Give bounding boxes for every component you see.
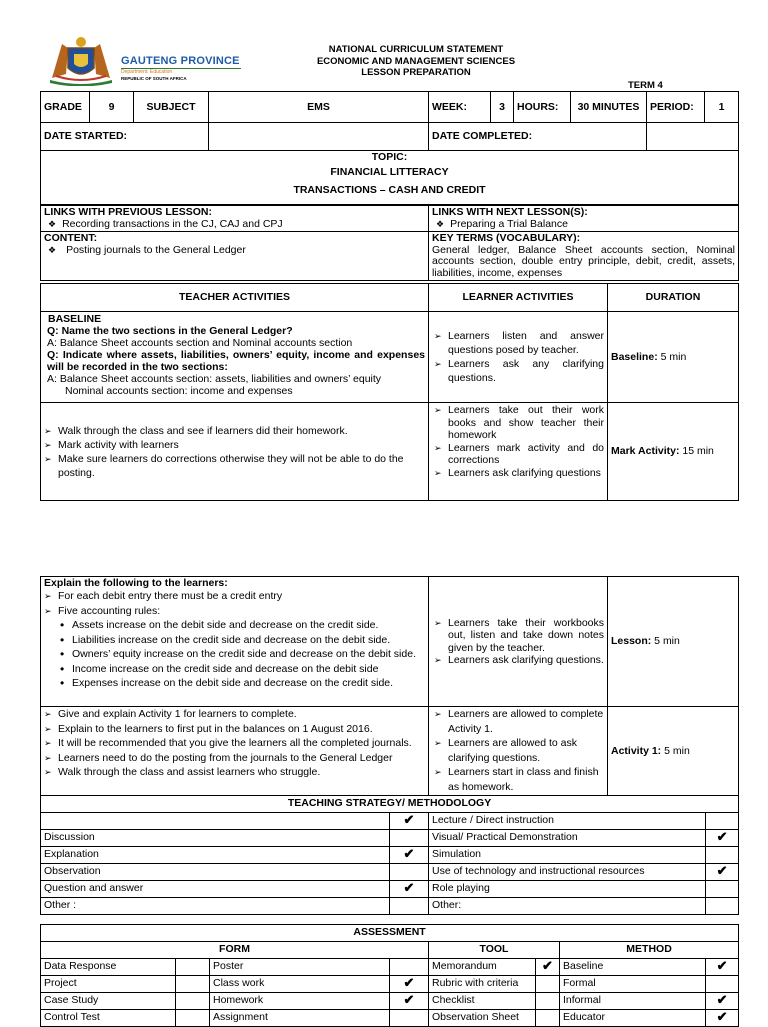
hours-label: HOURS: (514, 92, 571, 123)
list-item: • Income increase on the credit side and decrease on the debit side (60, 662, 425, 677)
table-row (41, 898, 739, 915)
list-item: ➢ It will be recommended that you give the learners all the completed journals. (44, 736, 425, 751)
baseline-title: BASELINE (48, 313, 102, 325)
method-cell: Informal (560, 993, 706, 1010)
subject-label: SUBJECT (134, 92, 209, 123)
table-row (41, 864, 739, 881)
strategy-right: Role playing (429, 881, 706, 898)
baseline-answer-2b: Nominal accounts section: income and expenses (65, 385, 293, 397)
links-table (40, 205, 739, 281)
date-started-field[interactable] (209, 123, 429, 151)
form-cell: Data Response (41, 959, 176, 976)
baseline-answer-2a: A: Balance Sheet accounts section: assets, liabilities and owners’ equity (47, 373, 382, 385)
duration-value: 15 min (679, 445, 714, 458)
strategy-right: Lecture / Direct instruction (429, 813, 706, 830)
method-cell: Baseline (560, 959, 706, 976)
tick-icon[interactable] (176, 993, 210, 1010)
strategy-right: Other: (429, 898, 706, 915)
list-item: ➢ Learners ask clarifying questions (434, 467, 604, 480)
method-header: METHOD (560, 942, 739, 959)
method-cell: Formal (560, 976, 706, 993)
tick-icon[interactable]: ✔ (706, 993, 739, 1010)
form-cell: Assignment (210, 1010, 390, 1027)
mark-activity-teacher-list (44, 424, 425, 480)
list-item: ➢ Learners are allowed to complete Activity 1. (434, 707, 604, 736)
tick-icon[interactable]: ✔ (390, 976, 429, 993)
duration-value: 5 min (657, 350, 687, 363)
list-item: ➢ Learners take their workbooks out, listen and take down notes given by the teacher. (434, 617, 604, 655)
duration-value: 5 min (651, 635, 680, 648)
assessment-table (40, 924, 739, 1027)
lesson-duration (608, 577, 739, 707)
prev-lesson-item: ❖ Recording transactions in the CJ, CAJ and CPJ (44, 219, 425, 231)
date-started-label: DATE STARTED: (41, 123, 209, 151)
table-row (41, 976, 739, 993)
week-value: 3 (491, 92, 514, 123)
lesson-points (44, 589, 425, 618)
activity1-learner-list (434, 707, 604, 794)
form-cell: Class work (210, 976, 390, 993)
activity1-teacher-list (44, 707, 425, 780)
prev-lesson-label: LINKS WITH PREVIOUS LESSON: (44, 206, 213, 218)
key-terms-label: KEY TERMS (VOCABULARY): (432, 232, 581, 244)
baseline-question-1: Q: Name the two sections in the General Ledger? (47, 325, 293, 337)
term-label: TERM 4 (628, 80, 663, 91)
tick-icon[interactable]: ✔ (390, 847, 429, 864)
gauteng-logo (44, 34, 118, 86)
list-item: ➢ Learners listen and answer questions posed by teacher. (434, 329, 604, 357)
tool-cell: Checklist (429, 993, 536, 1010)
list-item: • Expenses increase on the debit side and decrease on the credit side. (60, 676, 425, 691)
table-row (41, 959, 739, 976)
table-row (41, 993, 739, 1010)
date-completed-field[interactable] (647, 123, 739, 151)
form-header: FORM (41, 942, 429, 959)
period-label: PERIOD: (647, 92, 705, 123)
teacher-activities-header: TEACHER ACTIVITIES (41, 284, 429, 312)
coat-of-arms-icon (44, 34, 118, 86)
duration-label: Baseline: (611, 350, 658, 363)
tick-icon[interactable] (390, 898, 429, 915)
strategy-left: Discussion (41, 830, 390, 847)
tick-icon[interactable] (706, 881, 739, 898)
tick-icon[interactable] (706, 847, 739, 864)
document-title (300, 44, 532, 79)
topic-line-2: TRANSACTIONS – CASH AND CREDIT (293, 184, 486, 196)
topic-label: TOPIC: (371, 151, 408, 163)
content-item: ❖ Posting journals to the General Ledger (44, 245, 425, 257)
learner-activities-header: LEARNER ACTIVITIES (429, 284, 608, 312)
strategy-left: Question and answer (41, 881, 390, 898)
period-value: 1 (705, 92, 739, 123)
topic-line-1: FINANCIAL LITTERACY (330, 166, 449, 178)
list-item: ➢ Learners take out their work books and show teacher their homework (434, 404, 604, 442)
form-cell: Case Study (41, 993, 176, 1010)
strategy-right: Simulation (429, 847, 706, 864)
list-item: • Liabilities increase on the credit side and decrease on the debit side. (60, 633, 425, 648)
org-name: GAUTENG PROVINCE (121, 55, 240, 67)
baseline-duration (608, 312, 739, 403)
baseline-question-2: Q: Indicate where assets, liabilities, owners’ equity, income and expenses will be recorded in the two sections: (47, 349, 425, 373)
baseline-learner-list (434, 329, 604, 385)
list-item: ➢ Learners start in class and finish as homework. (434, 765, 604, 794)
lesson-title: Explain the following to the learners: (44, 577, 228, 589)
tick-icon[interactable] (706, 813, 739, 830)
list-item: ➢ Learners ask any clarifying questions. (434, 357, 604, 385)
duration-label: Lesson: (611, 635, 652, 648)
duration-label: Activity 1: (611, 744, 662, 757)
tick-icon[interactable] (176, 959, 210, 976)
tick-icon[interactable]: ✔ (390, 993, 429, 1010)
title-line-3: LESSON PREPARATION (361, 67, 471, 78)
week-label: WEEK: (429, 92, 491, 123)
list-item: ➢ Mark activity with learners (44, 438, 425, 452)
strategy-title: TEACHING STRATEGY/ METHODOLOGY (41, 796, 739, 813)
grade-value: 9 (90, 92, 134, 123)
list-item: ➢ Explain to the learners to first put in the balances on 1 August 2016. (44, 722, 425, 737)
list-item: ➢ Walk through the class and see if learners did their homework. (44, 424, 425, 438)
tool-cell: Observation Sheet (429, 1010, 536, 1027)
tool-cell: Rubric with criteria (429, 976, 536, 993)
table-row (41, 830, 739, 847)
date-completed-label: DATE COMPLETED: (429, 123, 647, 151)
form-cell: Poster (210, 959, 390, 976)
tick-icon[interactable] (536, 976, 560, 993)
list-item: • Assets increase on the debit side and decrease on the credit side. (60, 618, 425, 633)
strategy-right: Use of technology and instructional resources (429, 864, 706, 881)
table-row (41, 881, 739, 898)
tick-icon[interactable]: ✔ (390, 881, 429, 898)
strategy-left (41, 813, 390, 830)
tick-icon[interactable]: ✔ (536, 959, 560, 976)
tick-icon[interactable]: ✔ (706, 959, 739, 976)
teaching-strategy-table (40, 795, 739, 915)
duration-label: Mark Activity: (611, 445, 680, 458)
duration-value: 5 min (661, 744, 690, 757)
list-item: ➢ Learners mark activity and do corrections (434, 442, 604, 467)
assessment-title: ASSESSMENT (41, 925, 739, 942)
tick-icon[interactable]: ✔ (706, 1010, 739, 1027)
next-lesson-item: ❖ Preparing a Trial Balance (432, 219, 735, 231)
duration-header: DURATION (608, 284, 739, 312)
tick-icon[interactable] (706, 976, 739, 993)
tick-icon[interactable] (176, 976, 210, 993)
strategy-left: Observation (41, 864, 390, 881)
form-cell: Homework (210, 993, 390, 1010)
lesson-info-table (40, 91, 739, 205)
tick-icon[interactable]: ✔ (390, 813, 429, 830)
topic-block (41, 151, 739, 205)
strategy-left: Explanation (41, 847, 390, 864)
list-item: ➢ Learners are allowed to ask clarifying questions. (434, 736, 604, 765)
strategy-right: Visual/ Practical Demonstration (429, 830, 706, 847)
form-cell: Control Test (41, 1010, 176, 1027)
tick-icon[interactable]: ✔ (706, 830, 739, 847)
list-item: ➢ Make sure learners do corrections otherwise they will not be able to do the posting. (44, 452, 425, 480)
tool-cell: Memorandum (429, 959, 536, 976)
list-item: ➢ Learners ask clarifying questions. (434, 654, 604, 667)
title-line-1: NATIONAL CURRICULUM STATEMENT (328, 44, 504, 55)
tick-icon[interactable] (536, 993, 560, 1010)
table-row (41, 847, 739, 864)
key-terms-text: General ledger, Balance Sheet accounts section, Nominal accounts section, double entry principle, debit, credit, assets, liabilities, income, expenses (432, 243, 735, 279)
subject-value: EMS (209, 92, 429, 123)
baseline-answer-1: A: Balance Sheet accounts section and Nominal accounts section (47, 337, 353, 349)
title-line-2: ECONOMIC AND MANAGEMENT SCIENCES (316, 55, 516, 67)
list-item: • Owners’ equity increase on the credit side and decrease on the debit side. (60, 647, 425, 662)
table-row (41, 813, 739, 830)
mark-activity-learner-list (434, 404, 604, 479)
list-item: ➢ For each debit entry there must be a credit entry (44, 589, 425, 604)
lesson-learner-list (434, 617, 604, 667)
strategy-left: Other : (41, 898, 390, 915)
activity1-duration (608, 707, 739, 796)
department-name: Department: Education (121, 69, 173, 75)
activities-table (40, 283, 739, 501)
country-name: REPUBLIC OF SOUTH AFRICA (121, 76, 187, 81)
tick-icon[interactable] (390, 959, 429, 976)
tool-header: TOOL (429, 942, 560, 959)
method-cell: Educator (560, 1010, 706, 1027)
mark-activity-duration (608, 403, 739, 501)
list-item: ➢ Walk through the class and assist learners who struggle. (44, 765, 425, 780)
tick-icon[interactable] (390, 864, 429, 881)
lesson-activities-table (40, 576, 739, 796)
grade-label: GRADE (41, 92, 90, 123)
hours-value: 30 MINUTES (571, 92, 647, 123)
tick-icon[interactable] (390, 830, 429, 847)
content-label: CONTENT: (44, 232, 98, 244)
accounting-rules-list (44, 618, 425, 691)
tick-icon[interactable] (706, 898, 739, 915)
next-lesson-label: LINKS WITH NEXT LESSON(S): (432, 206, 588, 218)
list-item: ➢ Five accounting rules: (44, 604, 425, 619)
list-item: ➢ Give and explain Activity 1 for learners to complete. (44, 707, 425, 722)
list-item: ➢ Learners need to do the posting from the journals to the General Ledger (44, 751, 425, 766)
tick-icon[interactable]: ✔ (706, 864, 739, 881)
form-cell: Project (41, 976, 176, 993)
